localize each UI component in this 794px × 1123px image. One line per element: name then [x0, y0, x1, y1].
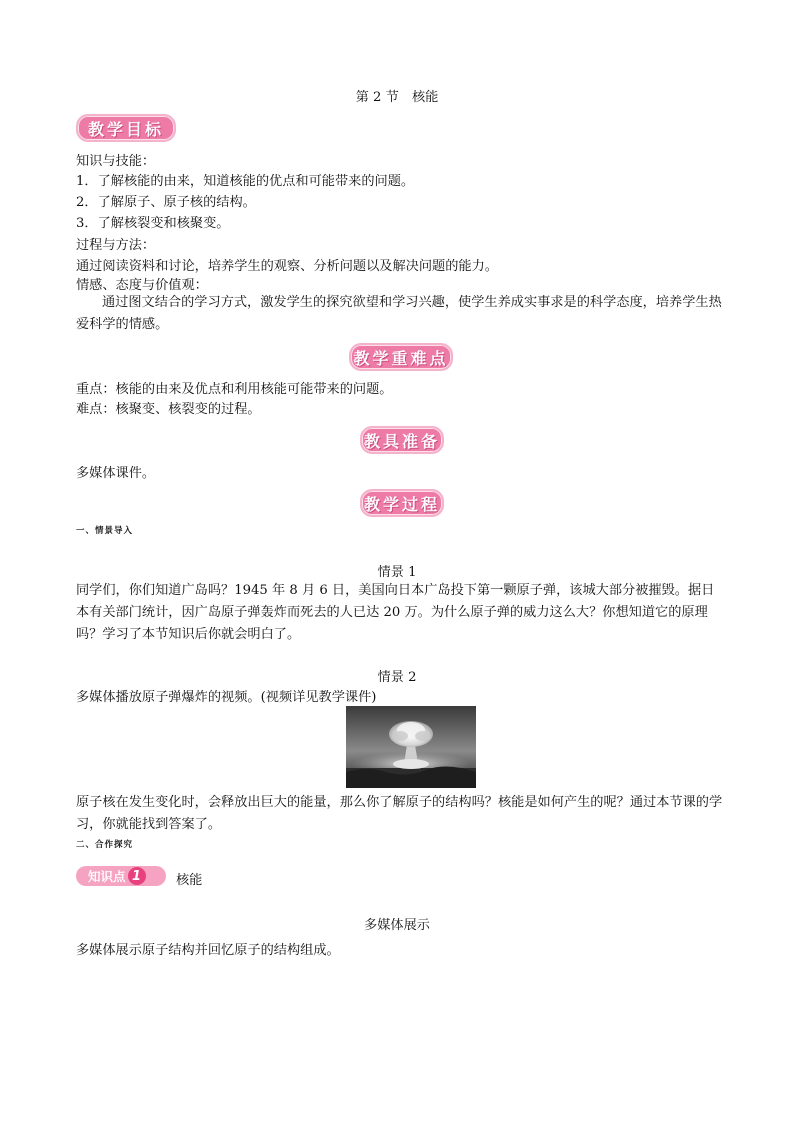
badge-prep: [360, 426, 444, 454]
badge-label: 教学过程: [363, 494, 440, 514]
emotion-heading: 情感、态度与价值观：: [76, 278, 208, 293]
goal-item-3: 3．了解核裂变和核聚变。: [76, 216, 230, 231]
knowledge-point-badge: [76, 866, 166, 886]
section-heading-explore: 二、合作探究: [76, 840, 134, 850]
badge-label: 教具准备: [363, 431, 440, 451]
scene1-text: 同学们，你们知道广岛吗？1945 年 8 月 6 日，美国向日本广岛投下第一颗原子弹，该城大部分被摧毁。据日本有关部门统计，因广岛原子弹轰炸而死去的人已达 20 万。为什么原子弹的威力这么大？你想知道它的原理吗？学习了本节知识后你就会明白了。: [76, 583, 715, 642]
mushroom-cloud-photo: [346, 706, 476, 788]
section-heading-intro: 一、情景导入: [76, 526, 134, 536]
knowledge-point-title: 核能: [176, 873, 203, 888]
goal-item-2: 2．了解原子、原子核的结构。: [76, 195, 256, 210]
badge-label: 教学重难点: [353, 348, 449, 368]
knowledge-heading: 知识与技能：: [76, 154, 156, 169]
badge-label: 教学目标: [87, 119, 164, 139]
goal-item-1: 1．了解核能的由来，知道核能的优点和可能带来的问题。: [76, 174, 415, 189]
emotion-text: 通过图文结合的学习方式，激发学生的探究欲望和学习兴趣，使学生养成实事求是的科学态度，培养学生热爱科学的情感。: [76, 295, 722, 332]
display-title: 多媒体展示: [364, 918, 430, 933]
badge-teaching-goals: [76, 114, 176, 142]
prep-text: 多媒体课件。: [76, 466, 156, 481]
badge-process: [360, 489, 444, 517]
after-image-text: 原子核在发生变化时，会释放出巨大的能量，那么你了解原子的结构吗？核能是如何产生的呢？通过本节课的学习，你就能找到答案了。: [76, 795, 723, 832]
process-text: 通过阅读资料和讨论，培养学生的观察、分析问题以及解决问题的能力。: [76, 259, 498, 274]
process-heading: 过程与方法：: [76, 238, 156, 253]
key-point-difficult: 难点：核聚变、核裂变的过程。: [76, 402, 261, 417]
key-point-important: 重点：核能的由来及优点和利用核能可能带来的问题。: [76, 382, 393, 397]
scene2-title: 情景 2: [377, 670, 417, 685]
scene2-text: 多媒体播放原子弹爆炸的视频。(视频详见教学课件): [76, 690, 377, 705]
badge-key-points: [349, 343, 453, 371]
knowledge-point-label: 知识点: [88, 869, 126, 884]
display-text: 多媒体展示原子结构并回忆原子的结构组成。: [76, 943, 340, 958]
scene1-title: 情景 1: [377, 565, 417, 580]
page-title: 第 2 节 核能: [355, 90, 439, 105]
mushroom-cloud-icon: [346, 706, 476, 788]
knowledge-point-number: 1: [128, 867, 146, 885]
